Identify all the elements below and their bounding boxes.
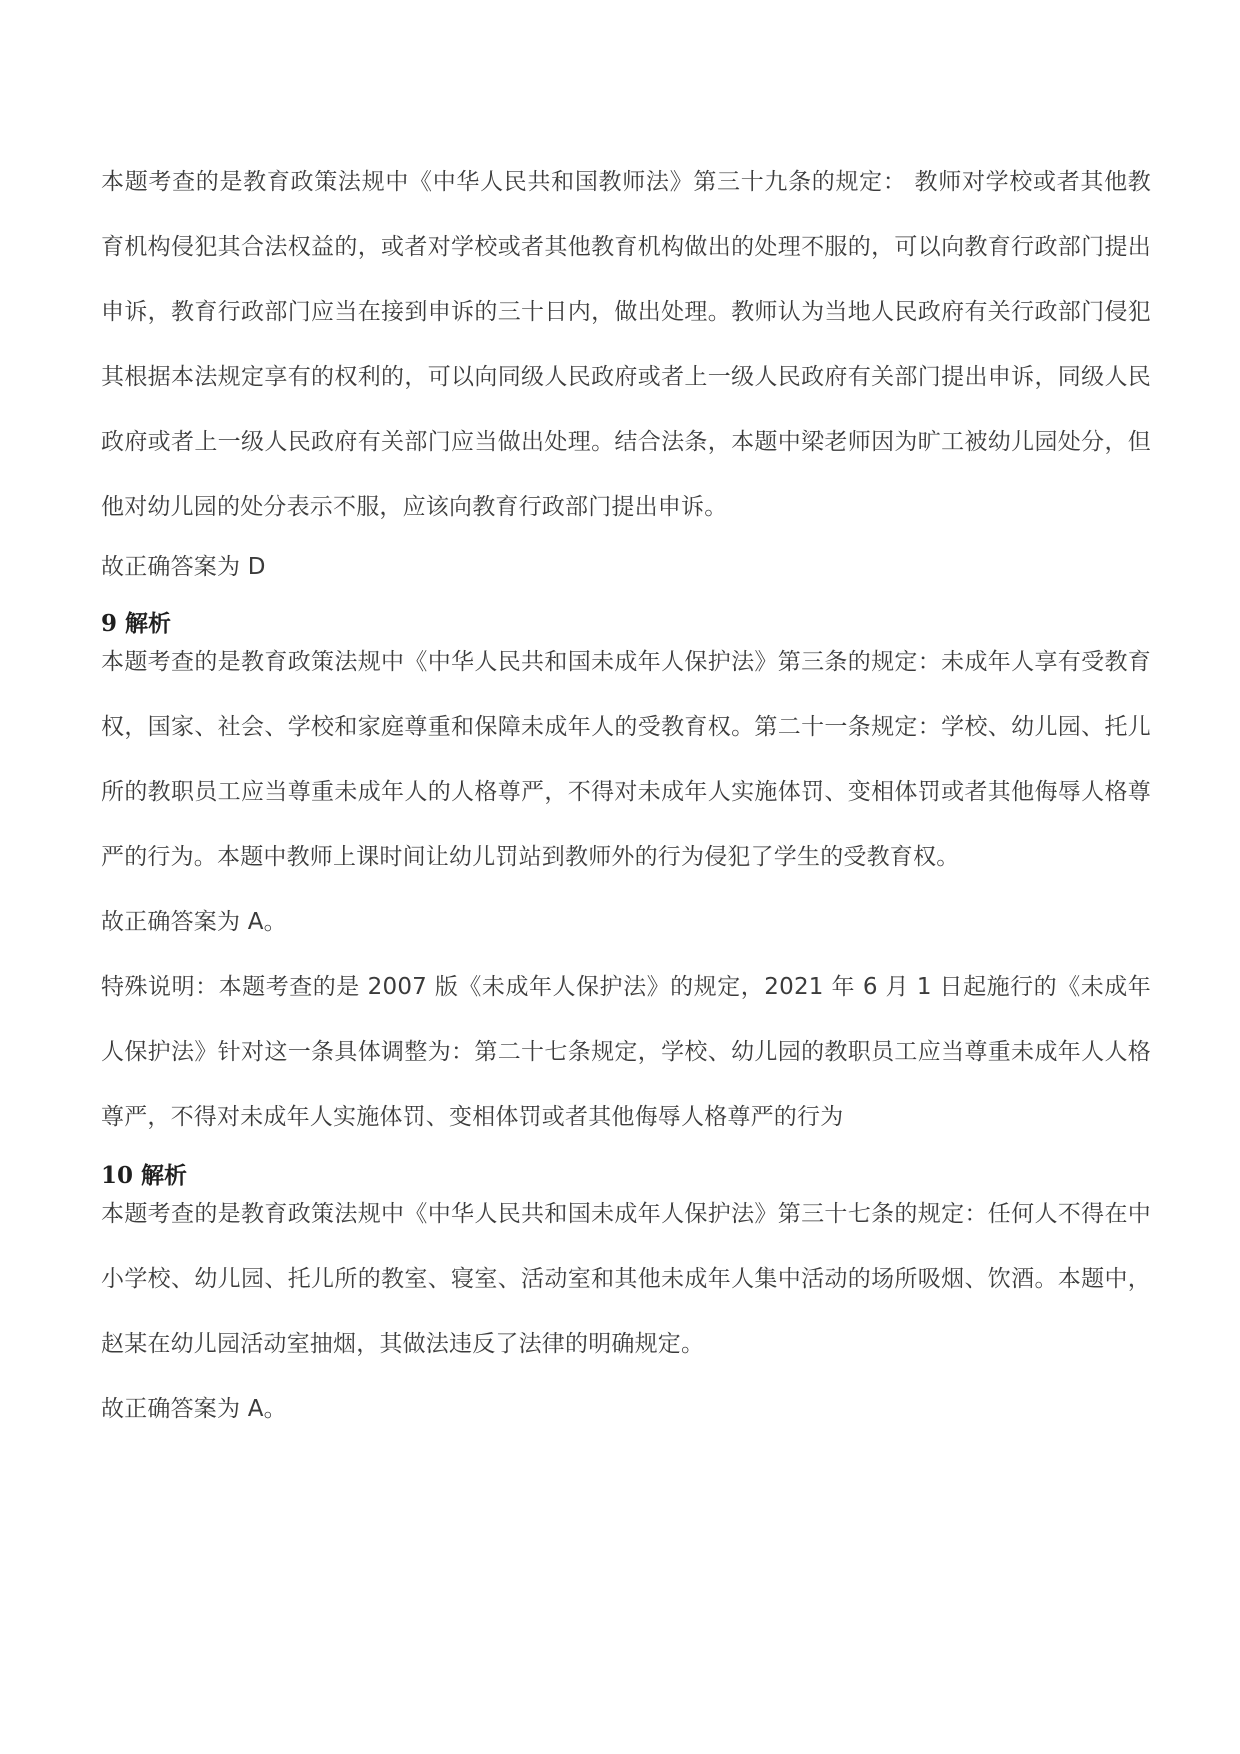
section-8-answer: 故正确答案为 D: [101, 554, 266, 580]
section-8-explanation: 本题考查的是教育政策法规中《中华人民共和国教师法》第三十九条的规定： 教师对学校或者其他教育机构侵犯其合法权益的，或者对学校或者其他教育机构做出的处理不服的，可以向教育行政部门提出申诉，教育行政部门应当在接到申诉的三十日内，做出处理。教师认为当地人民政府有关行政部门侵犯其根据本法规定享有的权利的，可以向同级人民政府或者上一级人民政府有关部门提出申诉，同级人民政府或者上一级人民政府有关部门应当做出处理。结合法条，本题中梁老师因为旷工被幼儿园处分，但他对幼儿园的处分表示不服，应该向教育行政部门提出申诉。: [101, 169, 1151, 520]
section-10-explanation: 本题考查的是教育政策法规中《中华人民共和国未成年人保护法》第三十七条的规定：任何人不得在中小学校、幼儿园、托儿所的教室、寝室、活动室和其他未成年人集中活动的场所吸烟、饮酒。本题中，赵某在幼儿园活动室抽烟，其做法违反了法律的明确规定。: [101, 1201, 1151, 1357]
section-9-special-note: 特殊说明：本题考查的是 2007 版《未成年人保护法》的规定，2021 年 6 月 1 日起施行的《未成年人保护法》针对这一条具体调整为：第二十七条规定，学校、幼儿园的教职员工应当尊重未成年人人格尊严，不得对未成年人实施体罚、变相体罚或者其他侮辱人格尊严的行为: [101, 974, 1151, 1130]
section-9-heading: 9 解析: [101, 610, 172, 637]
section-9-explanation: 本题考查的是教育政策法规中《中华人民共和国未成年人保护法》第三条的规定：未成年人享有受教育权，国家、社会、学校和家庭尊重和保障未成年人的受教育权。第二十一条规定：学校、幼儿园、托儿所的教职员工应当尊重未成年人的人格尊严，不得对未成年人实施体罚、变相体罚或者其他侮辱人格尊严的行为。本题中教师上课时间让幼儿罚站到教师外的行为侵犯了学生的受教育权。: [101, 649, 1151, 870]
document-page: [101, 150, 1151, 1442]
section-9-answer: 故正确答案为 A。: [101, 909, 287, 935]
section-10-heading: 10 解析: [101, 1162, 188, 1189]
section-10-answer: 故正确答案为 A。: [101, 1396, 287, 1422]
